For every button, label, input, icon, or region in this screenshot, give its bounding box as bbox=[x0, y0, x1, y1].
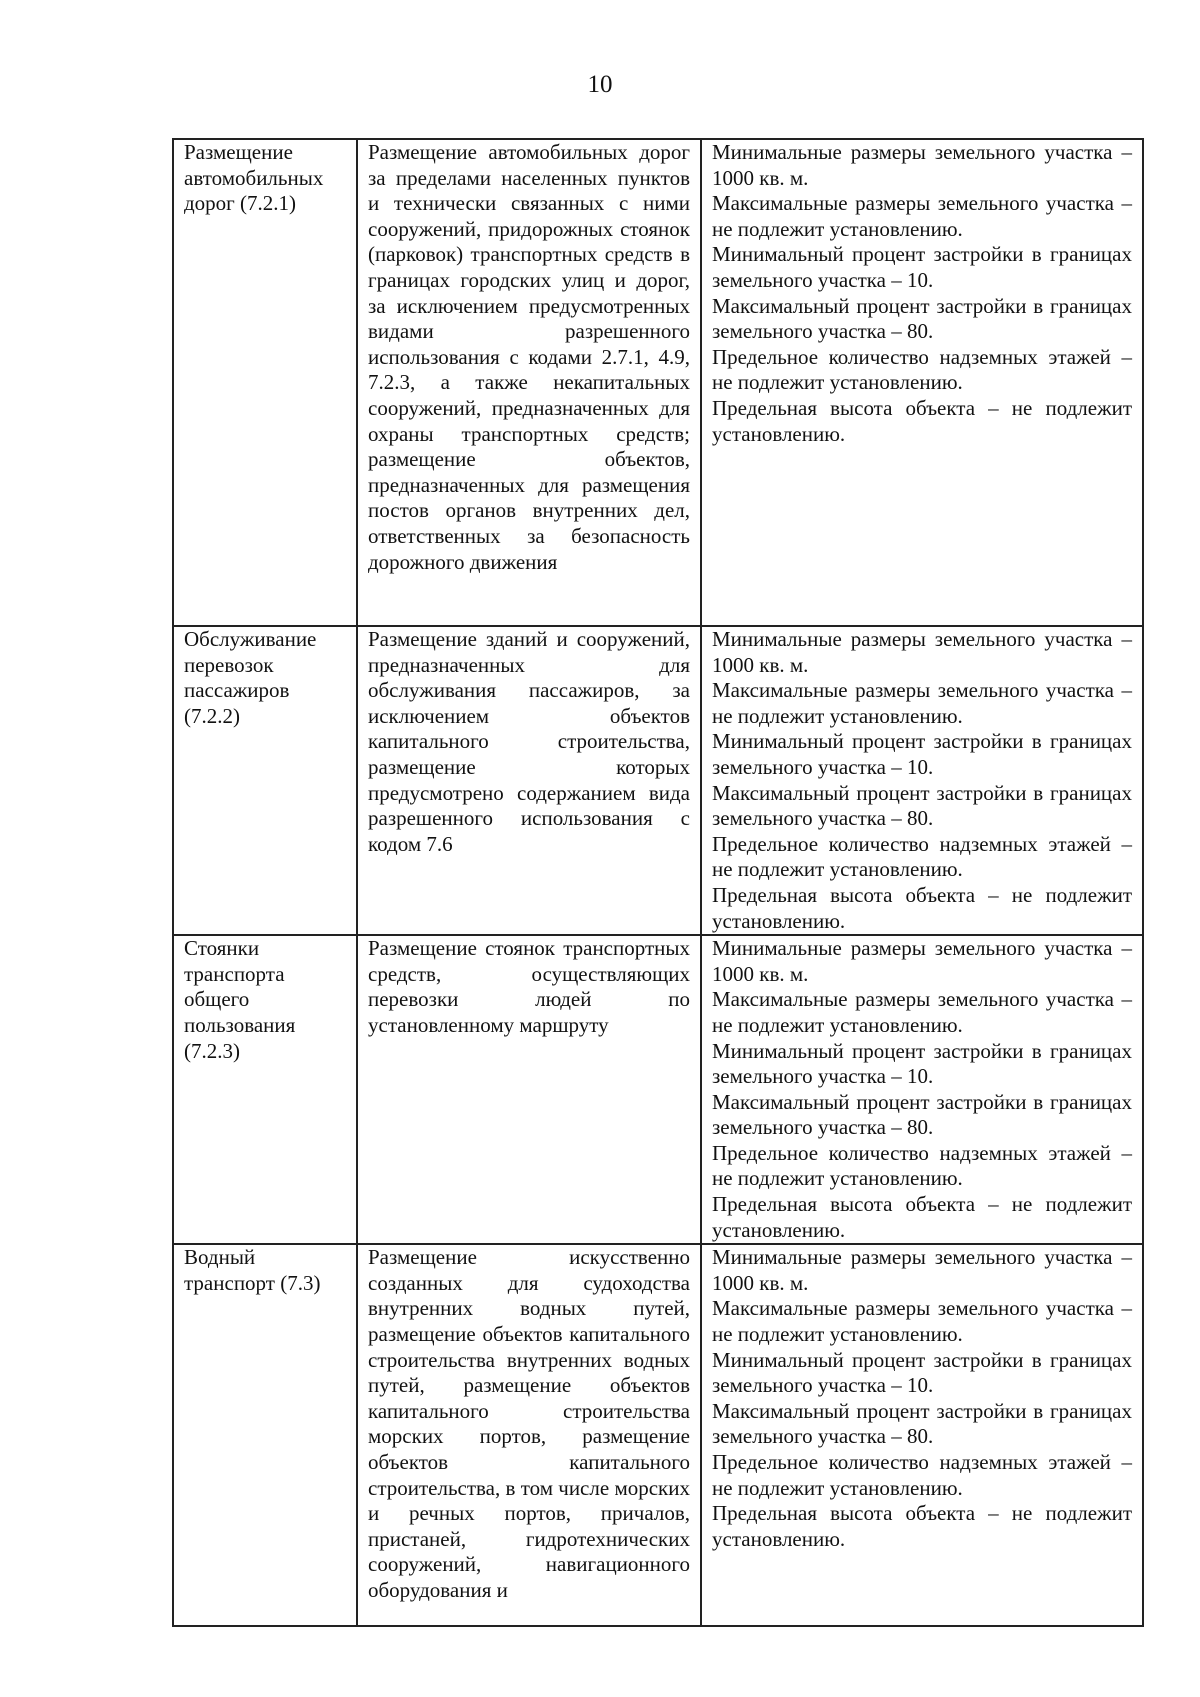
param-line: Минимальный процент застройки в границах земельного участка – 10. bbox=[712, 1347, 1132, 1398]
land-use-params-cell bbox=[701, 935, 1143, 1244]
table-row bbox=[173, 626, 1143, 935]
param-line: Максимальный процент застройки в границах земельного участка – 80. bbox=[712, 1398, 1132, 1449]
param-line: Предельное количество надземных этажей – не подлежит установлению. bbox=[712, 1140, 1132, 1191]
land-use-description-cell: Размещение стоянок транспортных средств, осуществляющих перевозки людей по установленному маршруту bbox=[357, 935, 701, 1244]
param-line: Максимальный процент застройки в границах земельного участка – 80. bbox=[712, 780, 1132, 831]
param-line: Предельная высота объекта – не подлежит установлению. bbox=[712, 1192, 1132, 1242]
land-use-params-cell bbox=[701, 626, 1143, 935]
land-use-params-cell bbox=[701, 139, 1143, 626]
param-line: Максимальные размеры земельного участка – не подлежит установлению. bbox=[712, 191, 1132, 241]
land-use-name-cell: Размещение автомобильных дорог (7.2.1) bbox=[173, 139, 357, 626]
param-line: Минимальные размеры земельного участка – 1000 кв. м. bbox=[712, 936, 1132, 986]
param-line: Предельное количество надземных этажей – не подлежит установлению. bbox=[712, 1450, 1132, 1500]
param-line: Минимальный процент застройки в границах земельного участка – 10. bbox=[712, 1038, 1132, 1089]
land-use-name-cell: Обслуживание перевозок пассажиров (7.2.2) bbox=[173, 626, 357, 935]
param-line: Предельная высота объекта – не подлежит установлению. bbox=[712, 395, 1132, 446]
param-line: Минимальные размеры земельного участка – 1000 кв. м. bbox=[712, 1245, 1132, 1295]
land-use-description-cell: Размещение зданий и сооружений, предназначенных для обслуживания пассажиров, за исключением объектов капитального строительства, размещение которых предусмотрено содержанием вида разрешенного использования с кодом 7.6 bbox=[357, 626, 701, 935]
table-row bbox=[173, 139, 1143, 626]
param-line: Максимальные размеры земельного участка – не подлежит установлению. bbox=[712, 1296, 1132, 1347]
land-use-name-cell: Стоянки транспорта общего пользования (7.2.3) bbox=[173, 935, 357, 1244]
param-line: Предельное количество надземных этажей – не подлежит установлению. bbox=[712, 831, 1132, 882]
table-row bbox=[173, 1244, 1143, 1626]
param-line: Предельное количество надземных этажей – не подлежит установлению. bbox=[712, 344, 1132, 395]
param-line: Максимальные размеры земельного участка – не подлежит установлению. bbox=[712, 678, 1132, 728]
land-use-description-cell: Размещение искусственно созданных для судоходства внутренних водных путей, размещение объектов капитального строительства внутренних водных путей, размещение объектов капитального строительства морских портов, размещение объектов капитального строительства, в том числе морских и речных портов, причалов, пристаней, гидротехнических сооружений, навигационного оборудования и bbox=[357, 1244, 701, 1626]
param-line: Предельная высота объекта – не подлежит установлению. bbox=[712, 1501, 1132, 1551]
param-line: Максимальный процент застройки в границах земельного участка – 80. bbox=[712, 1089, 1132, 1140]
param-line: Минимальный процент застройки в границах земельного участка – 10. bbox=[712, 729, 1132, 779]
table-row bbox=[173, 935, 1143, 1244]
land-use-name-cell: Водный транспорт (7.3) bbox=[173, 1244, 357, 1626]
param-line: Минимальные размеры земельного участка – 1000 кв. м. bbox=[712, 140, 1132, 190]
param-line: Максимальный процент застройки в границах земельного участка – 80. bbox=[712, 293, 1132, 344]
regulations-table bbox=[172, 138, 1144, 1627]
land-use-params-cell bbox=[701, 1244, 1143, 1626]
page-number: 10 bbox=[587, 71, 613, 98]
param-line: Максимальные размеры земельного участка – не подлежит установлению. bbox=[712, 987, 1132, 1037]
param-line: Минимальный процент застройки в границах земельного участка – 10. bbox=[712, 242, 1132, 292]
param-line: Предельная высота объекта – не подлежит установлению. bbox=[712, 882, 1132, 933]
land-use-description-cell: Размещение автомобильных дорог за пределами населенных пунктов и технически связанных с ними сооружений, придорожных стоянок (парковок) транспортных средств в границах городских улиц и дорог, за исключением предусмотренных видами разрешенного использования с кодами 2.7.1, 4.9, 7.2.3, а также некапитальных сооружений, предназначенных для охраны транспортных средств; размещение объектов, предназначенных для размещения постов органов внутренних дел, ответственных за безопасность дорожного движения bbox=[357, 139, 701, 626]
param-line: Минимальные размеры земельного участка – 1000 кв. м. bbox=[712, 627, 1132, 677]
